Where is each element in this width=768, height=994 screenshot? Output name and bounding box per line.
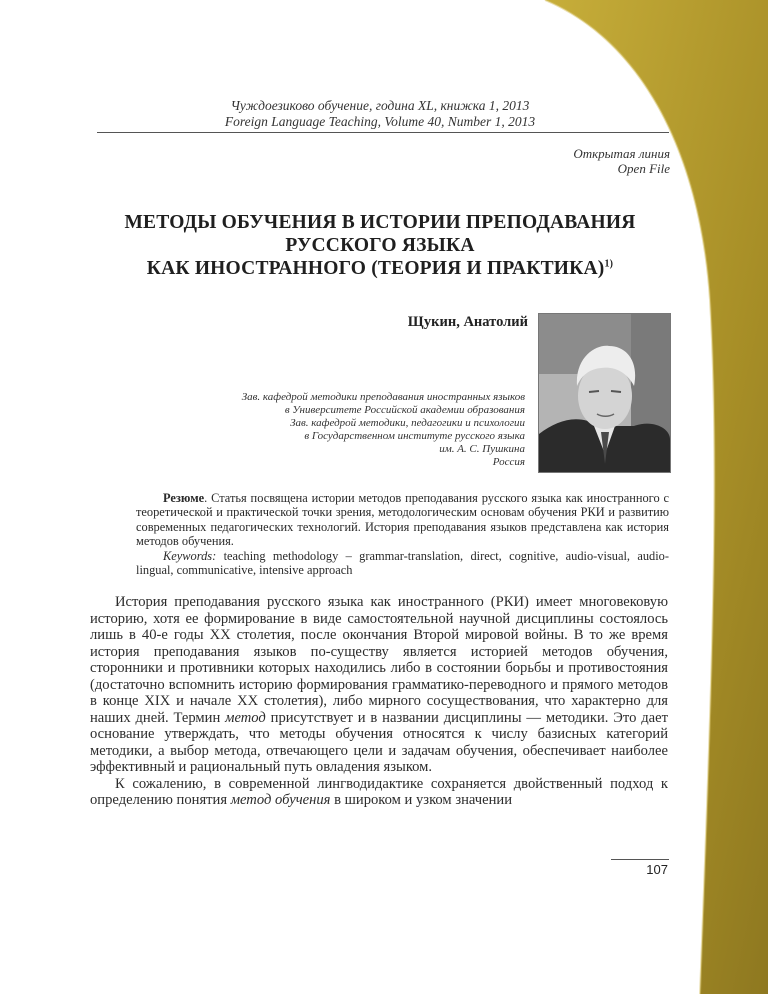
body-text: История преподавания русского языка как иностранного (РКИ) имеет многовековую историю, хотя ее формирование в виде самостоятельной научной дисциплины состоялось лишь в 40-е годы XX столетия, после окончания Второй мировой войны. В то же время история преподавания языков по-существу является историей методов обучения, сторонники и противники которых находились либо в состоянии борьбы и противостояния (достаточно вспомнить историю формирования грамматико-переводного и прямого методов в конце XIX и начале XX столетия), либо мирного сосуществования, что характерно для наших дней. Термин xyxy=(90,594,668,726)
affiliation-line: Россия xyxy=(492,456,525,468)
keywords-label: Keywords: xyxy=(163,548,217,563)
abstract-label: Резюме xyxy=(163,491,205,505)
journal-line-en: Foreign Language Teaching, Volume 40, Number 1, 2013 xyxy=(224,114,536,129)
section-label xyxy=(573,146,670,176)
title-footnote-mark: 1) xyxy=(604,258,614,270)
title-line-1: МЕТОДЫ ОБУЧЕНИЯ В ИСТОРИИ ПРЕПОДАВАНИЯ xyxy=(124,212,636,233)
abstract-body: . Статья посвящена истории методов преподавания русского языка как иностранного с теоретической и практической точки зрения, методологическим основам обучения РКИ и развитию современных педагогических технологий. История преподавания языков представлена как история методов обучения. xyxy=(136,491,669,549)
body-text: присутствует и в названии дисциплины — методики. Это дает основание утверждать, что методы обучения относятся к числу базисных категорий методики, а выбор метода, отвечающего цели и задачам обучения, обеспечивает наиболее эффективный и рациональный путь овладения языком. xyxy=(90,709,668,775)
title-line-3 xyxy=(60,257,700,280)
keywords xyxy=(136,549,669,578)
page-number-rule xyxy=(611,859,669,860)
section-label-en: Open File xyxy=(617,161,670,176)
article-body xyxy=(90,594,668,809)
title-line-2: РУССКОГО ЯЗЫКА xyxy=(285,235,475,256)
author-name: Щукин, Анатолий xyxy=(407,314,528,330)
author-affiliation xyxy=(125,391,525,469)
article-title xyxy=(60,211,700,280)
keywords-list: teaching methodology – grammar-translation, direct, cognitive, audio-visual, audio-lingual, communicative, intensive approach xyxy=(136,548,669,578)
page-number: 107 xyxy=(646,862,668,877)
affiliation-line: Зав. кафедрой методики преподавания иностранных языков xyxy=(241,391,525,403)
body-text: К сожалению, в современной лингводидактике сохраняется двойственный подход к определению понятия xyxy=(90,775,668,808)
body-emphasis: метод xyxy=(225,709,266,726)
section-label-ru: Открытая линия xyxy=(573,146,670,161)
affiliation-line: в Государственном институте русского языка xyxy=(304,430,525,442)
body-paragraph-1 xyxy=(90,594,668,776)
header-divider xyxy=(97,132,669,133)
journal-line-bg: Чуждоезиково обучение, година XL, книжка 1, 2013 xyxy=(230,98,530,113)
body-text: в широком и узком значении xyxy=(330,792,513,808)
title-line-3-text: КАК ИНОСТРАННОГО (ТЕОРИЯ И ПРАКТИКА) xyxy=(146,258,605,279)
body-emphasis: метод обучения xyxy=(230,792,331,808)
abstract xyxy=(136,491,669,577)
journal-header xyxy=(180,98,580,130)
author-portrait-image xyxy=(539,314,670,472)
body-paragraph-2 xyxy=(90,776,668,809)
author-photo xyxy=(538,313,671,473)
affiliation-line: им. А. С. Пушкина xyxy=(439,443,525,455)
affiliation-line: Зав. кафедрой методики, педагогики и психологии xyxy=(290,417,525,429)
affiliation-line: в Университете Российской академии образования xyxy=(284,404,525,416)
abstract-text xyxy=(136,491,669,549)
